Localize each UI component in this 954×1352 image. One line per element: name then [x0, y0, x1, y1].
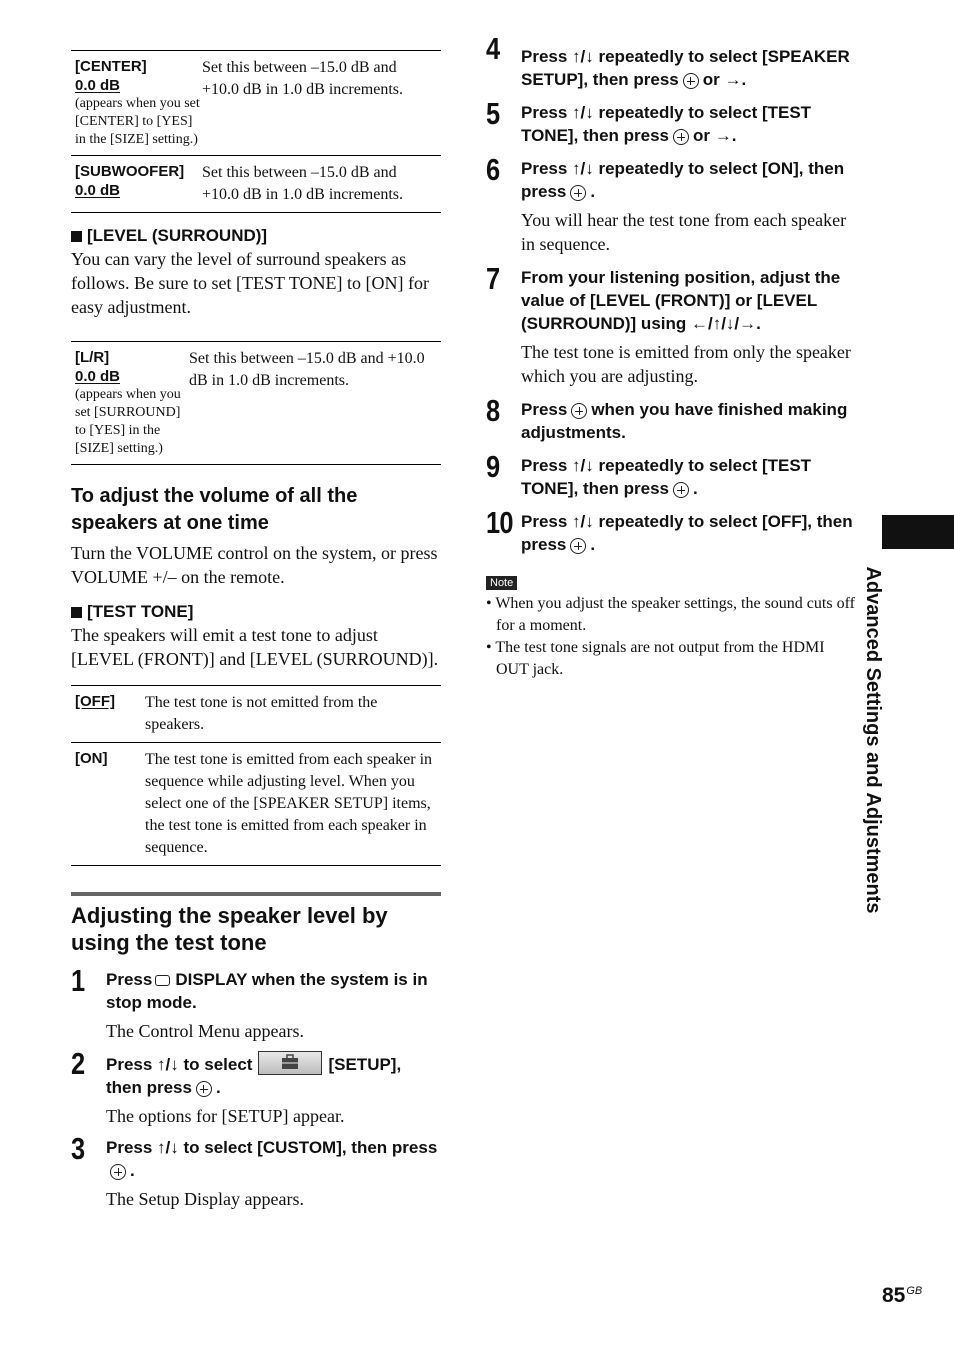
option-key: [75, 57, 202, 149]
step-2: 2 Press ↑/↓ to select [SETUP], then press . The options for [SETUP] appear.: [71, 1046, 402, 1126]
enter-button-icon: [110, 1164, 126, 1180]
table-row: [71, 51, 441, 155]
main-section: [71, 892, 441, 1211]
main-heading: Adjusting the speaker level by using the test tone: [71, 903, 388, 955]
step-number: 7: [486, 261, 500, 296]
option-default: 0.0 dB: [75, 77, 121, 94]
side-tab-marker: [882, 515, 954, 549]
step-4: 4 Press ↑/↓ repeatedly to select [SPEAKER SETUP], then press or →.: [486, 31, 850, 89]
option-note: (appears when you set [SURROUND] to [YES] in the [SIZE] setting.): [75, 387, 181, 456]
display-button-icon: [155, 975, 170, 986]
table-row: [71, 155, 441, 212]
center-subwoofer-table: [71, 50, 441, 213]
option-key: [75, 749, 145, 859]
note-item: • When you adjust the speaker settings, the sound cuts off for a moment.: [486, 595, 855, 634]
option-name: [SUBWOOFER]: [75, 163, 185, 180]
step-number: 2: [71, 1046, 85, 1081]
table-row: [71, 686, 441, 742]
step-7: 7 From your listening position, adjust the value of [LEVEL (FRONT)] or [LEVEL (SURROUND)] using ←/↑/↓/→. The test tone is emitted from only the speaker which you are adjusting.: [486, 261, 851, 386]
test-tone-body: The speakers will emit a test tone to adjust [LEVEL (FRONT)] and [LEVEL (SURROUND)].: [71, 625, 439, 669]
option-name: [L/R]: [75, 349, 110, 366]
step-number: 8: [486, 393, 500, 428]
step-9: 9 Press ↑/↓ repeatedly to select [TEST TONE], then press .: [486, 449, 812, 498]
square-bullet-icon: [71, 231, 82, 242]
volume-all-heading: To adjust the volume of all the speakers at one time: [71, 485, 358, 534]
enter-button-icon: [673, 482, 689, 498]
enter-button-icon: [196, 1081, 212, 1097]
option-description: Set this between –15.0 dB and +10.0 dB in 1.0 dB increments.: [189, 350, 425, 389]
test-tone-heading: [TEST TONE]: [71, 601, 441, 623]
option-key: [75, 348, 189, 458]
right-column: [486, 31, 858, 681]
table-row: [71, 342, 441, 464]
left-column: [71, 50, 441, 1211]
option-name: [OFF]: [75, 693, 115, 710]
option-default: 0.0 dB: [75, 182, 121, 199]
table-row: [71, 742, 441, 865]
enter-button-icon: [570, 538, 586, 554]
step-3: 3 Press ↑/↓ to select [CUSTOM], then press. The Setup Display appears.: [71, 1131, 438, 1209]
level-surround-heading: [LEVEL (SURROUND)]: [71, 225, 441, 247]
step-5: 5 Press ↑/↓ repeatedly to select [TEST TONE], then press or →.: [486, 96, 812, 145]
enter-button-icon: [570, 185, 586, 201]
note-item: • The test tone signals are not output from the HDMI OUT jack.: [486, 639, 825, 678]
step-6: 6 Press ↑/↓ repeatedly to select [ON], then press . You will hear the test tone from each speaker in sequence.: [486, 152, 847, 254]
step-number: 5: [486, 96, 500, 131]
step-number: 9: [486, 449, 500, 484]
step-number: 4: [486, 31, 500, 66]
test-tone-table: [71, 685, 441, 866]
option-note: (appears when you set [CENTER] to [YES] in the [SIZE] setting.): [75, 96, 200, 147]
option-description: Set this between –15.0 dB and +10.0 dB in 1.0 dB increments.: [202, 164, 404, 203]
option-name: [ON]: [75, 750, 108, 767]
enter-button-icon: [683, 73, 699, 89]
step-8: 8 Press when you have finished making adjustments.: [486, 393, 848, 442]
setup-toolbox-icon: [258, 1051, 322, 1075]
page-number: $85^{GB}$: [882, 1284, 923, 1307]
note-badge: Note: [486, 576, 517, 590]
step-number: 6: [486, 152, 500, 187]
level-surround-table: [71, 341, 441, 465]
level-surround-body: You can vary the level of surround speakers as follows. Be sure to set [TEST TONE] to [ON] for easy adjustment.: [71, 249, 429, 317]
option-key: [75, 692, 145, 736]
enter-button-icon: [673, 129, 689, 145]
note-list: [486, 593, 858, 681]
step-number: 1: [71, 963, 85, 998]
volume-all-body: Turn the VOLUME control on the system, or press VOLUME +/– on the remote.: [71, 543, 438, 587]
option-name: [CENTER]: [75, 58, 147, 75]
square-bullet-icon: [71, 607, 82, 618]
enter-button-icon: [571, 403, 587, 419]
option-default: 0.0 dB: [75, 368, 121, 385]
option-description: The test tone is not emitted from the speakers.: [145, 694, 378, 733]
step-number: 3: [71, 1131, 85, 1166]
option-description: The test tone is emitted from each speaker in sequence while adjusting level. When you select one of the [SPEAKER SETUP] items, the test tone is emitted from each speaker in sequence.: [145, 751, 433, 856]
step-1: 1 Press DISPLAY when the system is in stop mode. The Control Menu appears.: [71, 963, 428, 1041]
step-number: 10: [486, 505, 513, 540]
step-10: 10 Press ↑/↓ repeatedly to select [OFF], then press .: [486, 505, 853, 554]
option-description: Set this between –15.0 dB and +10.0 dB in 1.0 dB increments.: [202, 59, 404, 98]
option-key: [75, 162, 202, 206]
